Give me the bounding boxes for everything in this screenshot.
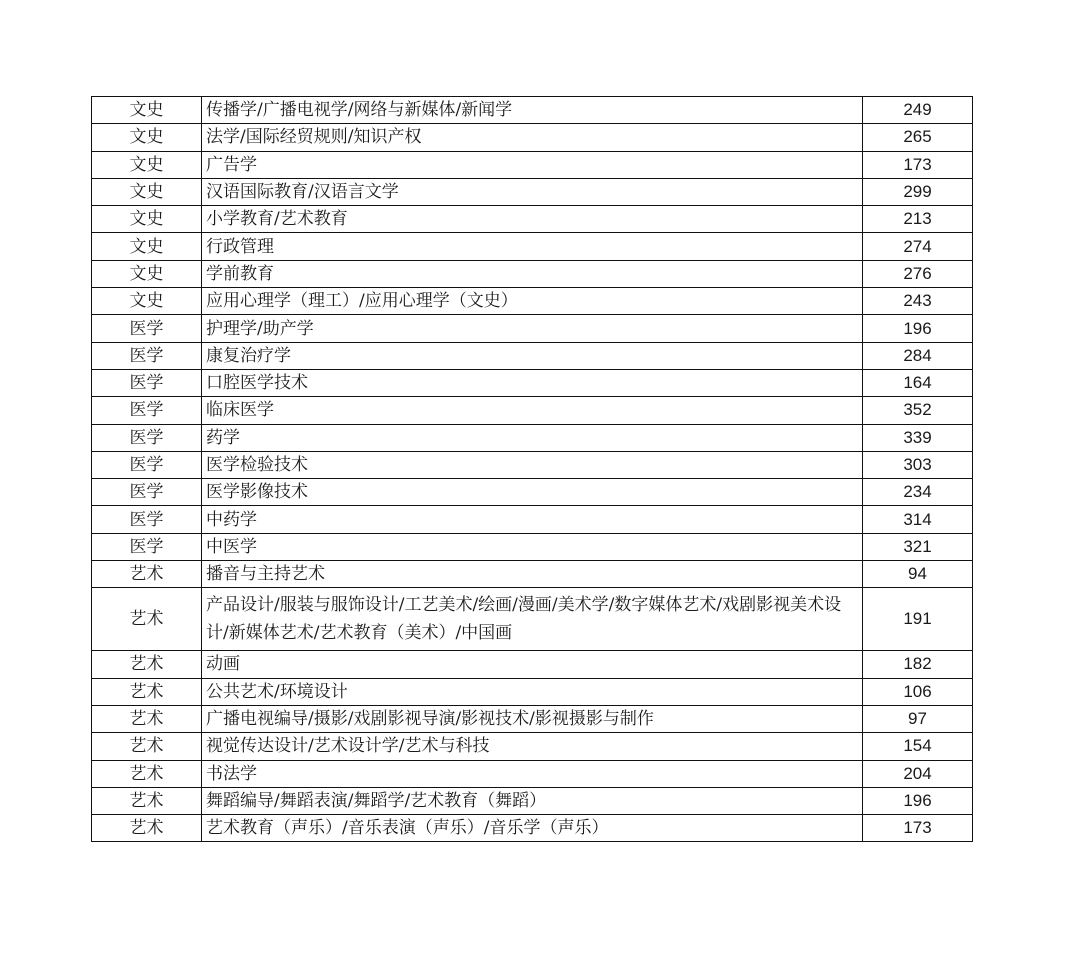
category-cell: 艺术 — [92, 561, 202, 588]
category-cell: 文史 — [92, 206, 202, 233]
major-cell: 行政管理 — [202, 233, 863, 260]
category-cell: 医学 — [92, 479, 202, 506]
score-cell: 164 — [863, 369, 973, 396]
major-cell: 书法学 — [202, 760, 863, 787]
major-cell: 中医学 — [202, 533, 863, 560]
score-cell: 213 — [863, 206, 973, 233]
table-row — [92, 151, 973, 178]
table-row — [92, 506, 973, 533]
category-cell: 医学 — [92, 315, 202, 342]
score-cell: 94 — [863, 561, 973, 588]
category-cell: 医学 — [92, 369, 202, 396]
score-cell: 274 — [863, 233, 973, 260]
score-cell: 321 — [863, 533, 973, 560]
score-cell: 154 — [863, 733, 973, 760]
table-row — [92, 288, 973, 315]
category-cell: 艺术 — [92, 733, 202, 760]
category-cell: 艺术 — [92, 787, 202, 814]
major-cell: 医学检验技术 — [202, 451, 863, 478]
score-cell: 303 — [863, 451, 973, 478]
major-cell: 公共艺术/环境设计 — [202, 678, 863, 705]
table-row — [92, 678, 973, 705]
category-cell: 医学 — [92, 397, 202, 424]
category-cell: 文史 — [92, 233, 202, 260]
major-cell: 药学 — [202, 424, 863, 451]
category-cell: 医学 — [92, 506, 202, 533]
score-cell: 299 — [863, 178, 973, 205]
category-cell: 文史 — [92, 151, 202, 178]
table-row — [92, 342, 973, 369]
category-cell: 文史 — [92, 124, 202, 151]
major-cell: 康复治疗学 — [202, 342, 863, 369]
category-cell: 医学 — [92, 533, 202, 560]
table-row — [92, 97, 973, 124]
score-cell: 196 — [863, 315, 973, 342]
major-cell: 医学影像技术 — [202, 479, 863, 506]
major-cell: 传播学/广播电视学/网络与新媒体/新闻学 — [202, 97, 863, 124]
category-cell: 艺术 — [92, 678, 202, 705]
category-cell: 艺术 — [92, 760, 202, 787]
major-cell: 舞蹈编导/舞蹈表演/舞蹈学/艺术教育（舞蹈） — [202, 787, 863, 814]
score-cell: 265 — [863, 124, 973, 151]
table-row — [92, 705, 973, 732]
table-row — [92, 561, 973, 588]
major-cell: 艺术教育（声乐）/音乐表演（声乐）/音乐学（声乐） — [202, 815, 863, 842]
category-cell: 文史 — [92, 178, 202, 205]
table-row — [92, 206, 973, 233]
score-cell: 276 — [863, 260, 973, 287]
score-table-body — [92, 97, 973, 842]
table-row — [92, 588, 973, 651]
table-row — [92, 760, 973, 787]
score-cell: 249 — [863, 97, 973, 124]
major-cell: 广告学 — [202, 151, 863, 178]
category-cell: 艺术 — [92, 651, 202, 678]
table-row — [92, 533, 973, 560]
score-cell: 173 — [863, 151, 973, 178]
category-cell: 文史 — [92, 97, 202, 124]
category-cell: 文史 — [92, 288, 202, 315]
category-cell: 艺术 — [92, 815, 202, 842]
table-row — [92, 369, 973, 396]
major-cell: 动画 — [202, 651, 863, 678]
score-cell: 97 — [863, 705, 973, 732]
score-cell: 234 — [863, 479, 973, 506]
table-row — [92, 233, 973, 260]
score-table — [91, 96, 973, 842]
table-row — [92, 451, 973, 478]
score-cell: 314 — [863, 506, 973, 533]
score-cell: 243 — [863, 288, 973, 315]
major-cell: 播音与主持艺术 — [202, 561, 863, 588]
major-cell: 视觉传达设计/艺术设计学/艺术与科技 — [202, 733, 863, 760]
major-cell: 临床医学 — [202, 397, 863, 424]
table-row — [92, 424, 973, 451]
table-row — [92, 178, 973, 205]
major-cell: 汉语国际教育/汉语言文学 — [202, 178, 863, 205]
category-cell: 艺术 — [92, 588, 202, 651]
category-cell: 文史 — [92, 260, 202, 287]
table-row — [92, 479, 973, 506]
category-cell: 医学 — [92, 424, 202, 451]
major-cell: 应用心理学（理工）/应用心理学（文史） — [202, 288, 863, 315]
score-cell: 204 — [863, 760, 973, 787]
table-row — [92, 815, 973, 842]
score-cell: 352 — [863, 397, 973, 424]
score-cell: 182 — [863, 651, 973, 678]
major-cell: 护理学/助产学 — [202, 315, 863, 342]
score-cell: 173 — [863, 815, 973, 842]
table-row — [92, 315, 973, 342]
category-cell: 医学 — [92, 451, 202, 478]
table-row — [92, 651, 973, 678]
category-cell: 艺术 — [92, 705, 202, 732]
score-cell: 196 — [863, 787, 973, 814]
table-row — [92, 733, 973, 760]
category-cell: 医学 — [92, 342, 202, 369]
major-cell: 学前教育 — [202, 260, 863, 287]
table-row — [92, 397, 973, 424]
major-cell: 小学教育/艺术教育 — [202, 206, 863, 233]
score-cell: 339 — [863, 424, 973, 451]
score-cell: 191 — [863, 588, 973, 651]
table-row — [92, 124, 973, 151]
major-cell: 法学/国际经贸规则/知识产权 — [202, 124, 863, 151]
major-cell: 口腔医学技术 — [202, 369, 863, 396]
major-cell: 产品设计/服装与服饰设计/工艺美术/绘画/漫画/美术学/数字媒体艺术/戏剧影视美术设计/新媒体艺术/艺术教育（美术）/中国画 — [202, 588, 863, 651]
score-cell: 106 — [863, 678, 973, 705]
table-row — [92, 260, 973, 287]
table-row — [92, 787, 973, 814]
major-cell: 广播电视编导/摄影/戏剧影视导演/影视技术/影视摄影与制作 — [202, 705, 863, 732]
major-cell: 中药学 — [202, 506, 863, 533]
score-cell: 284 — [863, 342, 973, 369]
